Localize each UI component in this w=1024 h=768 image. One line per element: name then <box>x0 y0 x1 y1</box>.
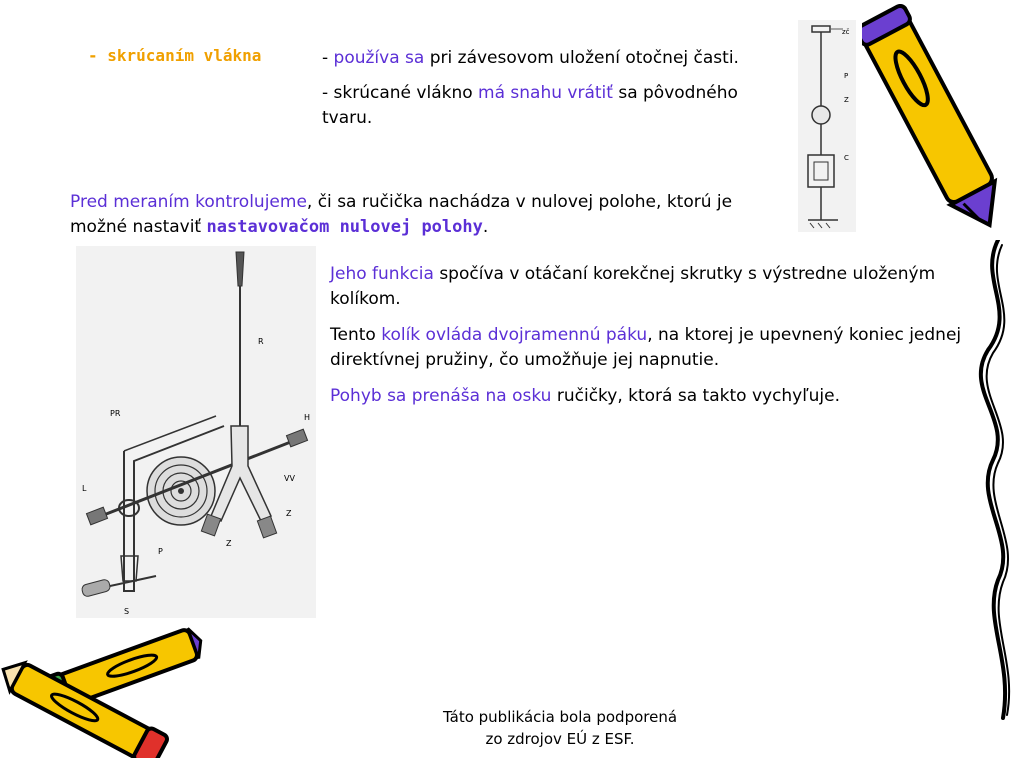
zero-adjuster-figure <box>76 246 316 618</box>
highlight-text: má snahu vrátiť <box>478 83 613 103</box>
text: , na ktorej je upevnený koniec jednej direktívnej pružiny, čo umožňuje jej napnutie. <box>330 325 962 370</box>
figure-label: P <box>158 547 163 556</box>
bold-term: nastavovačom nulovej polohy <box>206 217 483 237</box>
text: , či sa ručička nachádza v nulovej polohe, ktorú je možné nastaviť <box>70 192 733 237</box>
highlight-text: kolík ovláda dvojramennú páku <box>381 325 648 345</box>
figure-label: Z <box>226 539 232 548</box>
footer-note <box>380 706 740 750</box>
figure-label: PR <box>110 409 121 418</box>
figure-label: C <box>844 154 849 162</box>
figure-label: Z <box>844 96 849 104</box>
figure-label: Z <box>286 509 292 518</box>
function-description <box>330 262 995 409</box>
text: . <box>482 217 489 237</box>
highlight-text: Jeho funkcia <box>330 264 434 284</box>
footer-line: zo zdrojov EÚ z ESF. <box>485 730 635 748</box>
figure-label: R <box>258 337 264 346</box>
figure-label: S <box>124 607 130 616</box>
crossed-pencils-icon <box>0 618 210 758</box>
text: - skrúcané vlákno <box>322 83 479 103</box>
figure-label: L <box>82 484 87 493</box>
pin-paragraph <box>330 323 995 373</box>
function-paragraph <box>330 262 995 312</box>
footer-line: Táto publikácia bola podporená <box>442 708 678 726</box>
highlight-text: Pred meraním kontrolujeme <box>70 192 307 212</box>
text: sa pôvodného tvaru. <box>322 83 738 128</box>
top-line-1 <box>322 46 782 71</box>
top-line-2 <box>322 81 782 131</box>
motion-paragraph <box>330 384 995 409</box>
text: Tento <box>330 325 382 345</box>
text: spočíva v otáčaní korekčnej skrutky s výstredne uloženým kolíkom. <box>330 264 936 309</box>
top-right-text <box>322 46 782 131</box>
figure-label: P <box>844 72 849 80</box>
text: pri závesovom uložení otočnej časti. <box>424 48 739 68</box>
figure-label: VV <box>284 474 295 483</box>
zero-check-paragraph <box>70 190 770 240</box>
suspension-figure <box>798 20 856 232</box>
text: - <box>322 48 334 68</box>
heading-term: - skrúcaním vlákna <box>88 46 262 65</box>
figure-label: zč <box>842 28 850 36</box>
text: ručičky, ktorá sa takto vychyľuje. <box>551 386 840 406</box>
figure-label: H <box>304 413 311 422</box>
highlight-text: Pohyb sa prenáša na osku <box>330 386 552 406</box>
scribble-decoration-icon <box>958 240 1024 720</box>
highlight-text: používa sa <box>333 48 425 68</box>
pencil-decoration-icon <box>862 4 1002 242</box>
